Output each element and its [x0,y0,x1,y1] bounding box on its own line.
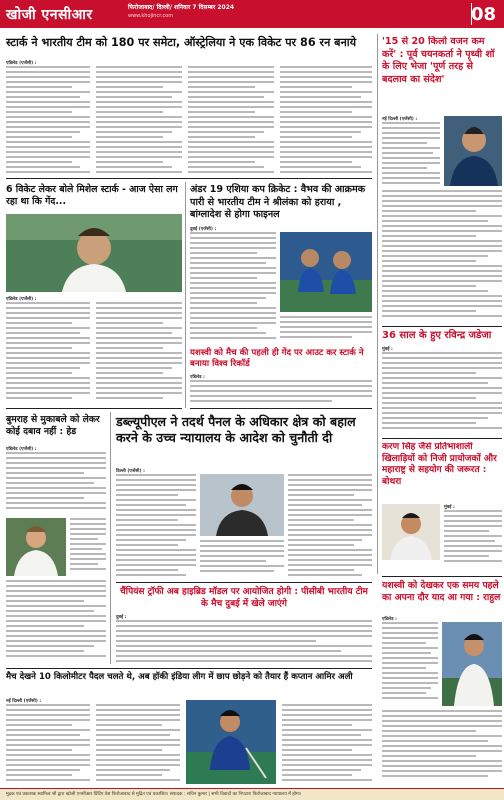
wpl-headline: डब्ल्यूपीएल ने तदर्थ पैनल के अधिकार क्षेत्र को बहाल करने के उच्च न्यायालय के आदेश को चुनौती दी [116,414,356,445]
hockey-headline: मैच देखने 10 किलोमीटर पैदल चलते थे, अब हॉकी इंडिया लीग में छाप छोड़ने को तैयार हैं कप्तान आमिर अली [6,672,353,682]
prithvi-photo [444,116,502,186]
divider [190,408,372,409]
starc-dateline: एडिलेड (एजेंसी) : [6,297,37,302]
u19-dateline: दुबई (एजेंसी) : [190,227,217,232]
column-divider [185,182,186,408]
divider [382,326,502,327]
prithvi-headline: '15 से 20 किलो वजन कम करें' : पूर्व चयनकर्ता ने पृथ्वी शॉ के लिए भेजा 'पूर्ण तरह से बदलाव का संदेश' [382,36,495,85]
wpl-body-col2 [200,540,284,578]
karan-photo [382,504,440,560]
pcb-body [116,620,372,664]
wpl-body-col1 [116,474,196,578]
hockey-body-col3 [282,704,372,784]
prithvi-dateline: नई दिल्ली (एजेंसी) : [382,117,418,122]
lead-body-col2 [96,66,182,174]
bumrah-body-3 [6,580,106,664]
lead-body-col1 [6,66,90,174]
starc-headline: 6 विकेट लेकर बोले मिशेल स्टार्क - आज ऐसा लग रहा था कि गेंद... [6,184,178,208]
lead-body-col4 [280,66,372,174]
rahul-headline: यशस्वी को देखकर एक समय पहले का अपना दौर याद आ गया : राहुल [382,580,501,603]
wpl-body-col3 [288,474,372,578]
rahul-photo [442,622,502,706]
karan-headline: करण सिंह जैसे प्रतिभाशाली खिलाड़ियों को निजी प्रायोजकों और महाराष्ट्र से सहयोग की जरूरत : बोथरा [382,442,497,487]
jadeja-dateline: मुंबई : [382,347,393,352]
footer-imprint: मुद्रक एवं प्रकाशक स्वामित्व श्री द्वारा खोजी एनसीआर प्रिंटिंग प्रेस फिरोजाबाद से मुद्रित एवं प्रकाशित। संपादक : सचिन कुमार | सभी विवादों का निपटारा फिरोजाबाद न्यायालय में होगा। [6,792,302,797]
u19-photo [280,232,372,312]
lead-body-col3 [188,66,274,174]
rahul-dateline: एडिलेड : [382,617,397,622]
yashasvi-out-dateline: एडिलेड : [190,375,205,380]
column-divider [377,34,378,574]
pcb-headline: चैंपियंस ट्रॉफी अब हाइब्रिड मॉडल पर आयोजित होगी : पीसीबी भारतीय टीम के मैच दुबई में खेले जाएंगे [120,587,368,609]
head-photo [6,518,66,576]
pcb-dateline: दुबई : [116,615,127,620]
bumrah-body [6,452,106,514]
prithvi-body [382,122,440,188]
u19-body-col2 [280,316,372,344]
hockey-dateline: नई दिल्ली (एजेंसी) : [6,699,42,704]
newspaper-brand: खोजी एनसीआर [6,7,93,23]
starc-body-col1 [6,302,90,404]
u19-body-col1 [190,232,276,344]
divider [116,582,372,583]
bumrah-body-2 [70,518,106,576]
jadeja-body [382,352,502,434]
divider [6,408,182,409]
masthead-website: www.khojincr.com [128,13,174,19]
yashasvi-out-headline: यशस्वी को मैच की पहली ही गेंद पर आउट कर स्टार्क ने बनाया विश्व रिकॉर्ड [190,348,364,369]
starc-body-col2 [96,302,182,404]
divider [382,438,502,439]
bumrah-dateline: एडिलेड (एजेंसी) : [6,447,37,452]
page-number: 08 [470,4,496,25]
bumrah-headline: बुमराह से मुकाबले को लेकर कोई दबाव नहीं : हेड [6,414,100,437]
yashasvi-out-body [190,380,372,406]
u19-headline: अंडर 19 एशिया कप क्रिकेट : वैभव की आक्रमक पारी से भारतीय टीम ने श्रीलंका को हराया , बांग्लादेश से होगा फाइनल [190,184,366,221]
wpl-dateline: दिल्ली (एजेंसी) : [116,469,145,474]
lead-dateline: एडिलेड (एजेंसी) : [6,61,37,66]
masthead-dateline: फिरोजाबाद/ दिल्ली/ शनिवार 7 दिसम्बर 2024 [128,4,235,11]
rahul-body [382,622,438,706]
hockey-body-col1 [6,704,90,784]
jadeja-headline: 36 साल के हुए रविन्द्र जडेजा [382,330,492,341]
hockey-photo [186,700,276,784]
wpl-photo [200,474,284,536]
rahul-body-2 [382,710,502,784]
lead-headline: स्टार्क ने भारतीय टीम को 180 पर समेटा, ऑस्ट्रेलिया ने एक विकेट पर 86 रन बनाये [6,36,357,49]
column-divider [110,412,111,664]
divider [6,178,372,179]
divider [6,668,372,669]
starc-photo [6,214,182,292]
hockey-body-col2 [96,704,180,784]
karan-body [444,510,502,564]
karan-dateline: मुंबई : [444,505,455,510]
prithvi-body-2 [382,190,502,322]
divider [382,576,502,577]
